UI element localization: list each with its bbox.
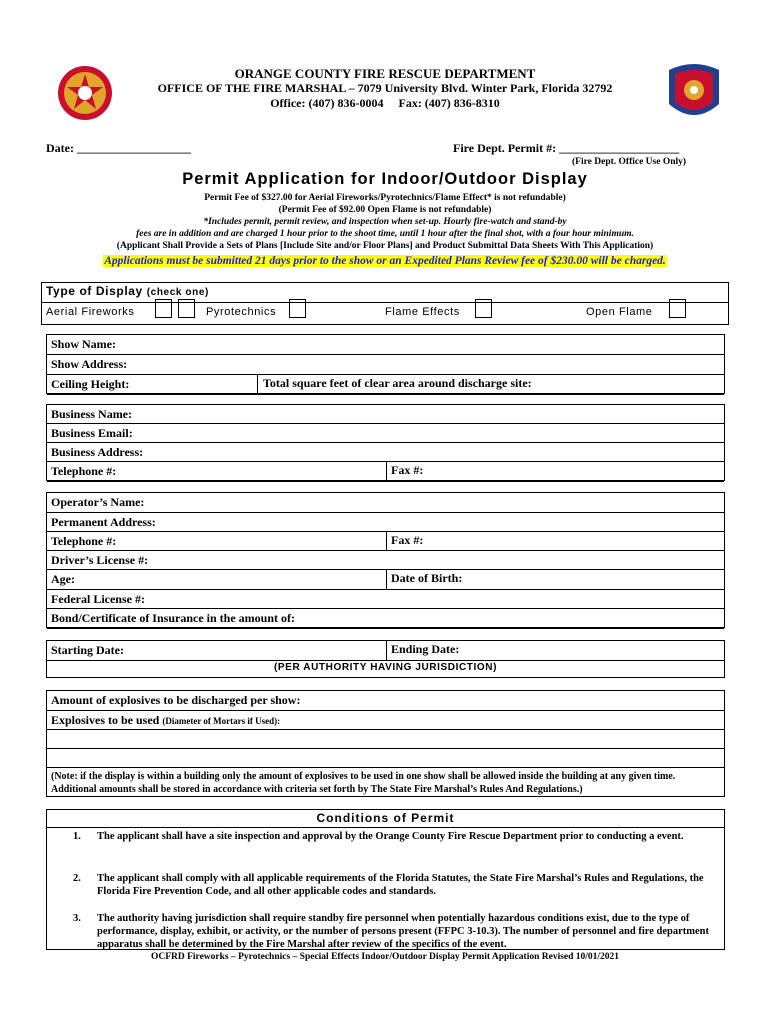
dates-section [46,640,725,678]
business-telephone-label: Telephone #: [51,464,117,478]
divider [386,570,387,590]
divider [386,462,387,480]
insurance-bond-label: Bond/Certificate of Insurance in the amount of: [51,611,295,625]
federal-license-field[interactable] [47,590,724,609]
date-field[interactable]: Date: ___________________ [46,141,191,155]
conditions-heading: Conditions of Permit [316,811,455,825]
operator-name-field[interactable] [47,493,724,513]
explosives-storage-note: (Note: if the display is within a building only the amount of explosives to be used in one show shall be allowed inside the building at any given time. Additional amounts shall be stored in accordance with criteria set forth by The State Fire Marshal’s Rules And Regulations.) [51,771,676,795]
operator-fax-field[interactable]: Fax #: [391,533,424,547]
aerial-fireworks-checkbox[interactable] [155,299,172,318]
ceiling-height-label: Ceiling Height: [51,377,130,391]
condition-1-text: The applicant shall have a site inspection and approval by the Orange County Fire Rescue Department prior to conducting a event. [97,831,684,842]
explosives-section [46,690,725,797]
drivers-license-label: Driver’s License #: [51,553,149,567]
condition-2-text: The applicant shall comply with all applicable requirements of the Florida Statutes, the State Fire Marshal’s Rules and Regulations, the Florida Fire Prevention Code, and all other applicable codes and standards. [97,873,704,897]
divider [257,375,258,393]
business-address-field[interactable] [47,443,724,462]
operator-section [46,492,725,628]
operator-telephone-label: Telephone #: [51,534,117,548]
clear-area-field[interactable]: Total square feet of clear area around discharge site: [263,376,532,390]
condition-2-number: 2. [73,873,81,884]
display-type-subheading: (check one) [146,287,209,298]
pyrotechnics-checkbox[interactable] [289,299,306,318]
option-flame-effects-label: Flame Effects [385,306,460,318]
highlight-wrap [0,251,770,269]
drivers-license-field[interactable] [47,551,724,570]
divider [42,302,728,303]
fee-line-3: *Includes permit, permit review, and inspection when set-up. Hourly fire-watch and stand-by [203,217,567,227]
department-name: ORANGE COUNTY FIRE RESCUE DEPARTMENT [234,66,536,81]
office-address: OFFICE OF THE FIRE MARSHAL – 7079 University Blvd. Winter Park, Florida 32792 [157,81,613,95]
operator-address-label: Permanent Address: [51,515,156,529]
option-pyrotechnics-label: Pyrotechnics [206,306,277,318]
divider [386,532,387,551]
show-name-label: Show Name: [51,337,116,351]
open-flame-checkbox[interactable] [669,299,686,318]
explosives-amount-field[interactable] [47,691,724,711]
business-name-field[interactable] [47,405,724,424]
plans-requirement: (Applicant Shall Provide a Sets of Plans [Include Site and/or Floor Plans] and Product Submittal Data Sheets With This Application) [116,241,654,251]
fire-rescue-seal-left [57,65,113,121]
ending-date-field[interactable]: Ending Date: [391,642,460,656]
permit-office-note: (Fire Dept. Office Use Only) [572,157,687,167]
insurance-bond-field[interactable] [47,609,724,629]
business-address-label: Business Address: [51,445,144,459]
option-open-flame-label: Open Flame [586,306,653,318]
divider [386,641,387,661]
explosives-used-label: Explosives to be used [51,713,160,727]
flame-effects-checkbox[interactable] [475,299,492,318]
show-address-label: Show Address: [51,357,128,371]
business-name-label: Business Name: [51,407,133,421]
aerial-fireworks-checkbox-2[interactable] [178,299,195,318]
option-aerial-label: Aerial Fireworks [46,306,135,318]
business-fax-field[interactable]: Fax #: [391,463,424,477]
form-title: Permit Application for Indoor/Outdoor Display [182,170,588,188]
fee-line-2: (Permit Fee of $92.00 Open Flame is not refundable) [278,205,492,215]
business-email-field[interactable] [47,424,724,443]
show-name-field[interactable] [47,335,724,355]
operator-name-label: Operator’s Name: [51,495,145,509]
show-address-field[interactable] [47,355,724,375]
explosives-used-field[interactable] [47,711,724,730]
permit-number-field[interactable]: Fire Dept. Permit #: ____________________ [453,141,680,155]
office-phone: Office: (407) 836-0004 Fax: (407) 836-8310 [270,96,500,110]
divider [47,827,724,828]
fee-line-4: fees are in addition and are charged 1 hour prior to the shoot time, until 1 hour after the final shot, with a four hour minimum. [136,229,634,239]
business-section [46,404,725,481]
explosives-blank-line-1[interactable] [47,730,724,749]
display-type-section [41,282,729,325]
explosives-used-note: (Diameter of Mortars if Used): [162,716,281,726]
display-type-heading: Type of Display [46,284,143,298]
condition-3-number: 3. [73,913,81,924]
explosives-blank-line-2[interactable] [47,749,724,768]
starting-date-label: Starting Date: [51,643,124,657]
submission-deadline-notice: Applications must be submitted 21 days prior to the show or an Expedited Plans Review fee of $230.00 will be charged. [104,255,666,267]
date-of-birth-field[interactable]: Date of Birth: [391,571,463,585]
federal-license-label: Federal License #: [51,592,145,606]
show-section [46,334,725,394]
business-email-label: Business Email: [51,426,133,440]
age-label: Age: [51,572,75,586]
authority-note: (PER AUTHORITY HAVING JURISDICTION) [273,662,498,673]
explosives-amount-label: Amount of explosives to be discharged per show: [51,693,301,707]
condition-3-text: The authority having jurisdiction shall require standby fire personnel when potentially hazardous conditions exist, due to the type of performance, display, exhibit, or activity, or the number of persons present (FFPC 3-10.3). The number of personnel and fire department apparatus shall be determined by the Fire Marshal after review of the specifics of the event. [97,913,709,950]
fire-rescue-patch-right [665,60,723,124]
display-type-heading-wrap [46,284,209,298]
fee-line-1: Permit Fee of $327.00 for Aerial Fireworks/Pyrotechnics/Flame Effect* is not refundable) [204,193,566,203]
condition-1-number: 1. [73,831,81,842]
operator-address-field[interactable] [47,513,724,532]
form-revision-footer: OCFRD Fireworks – Pyrotechnics – Special Effects Indoor/Outdoor Display Permit Application Revised 10/01/2021 [150,952,620,962]
conditions-section [46,809,725,950]
